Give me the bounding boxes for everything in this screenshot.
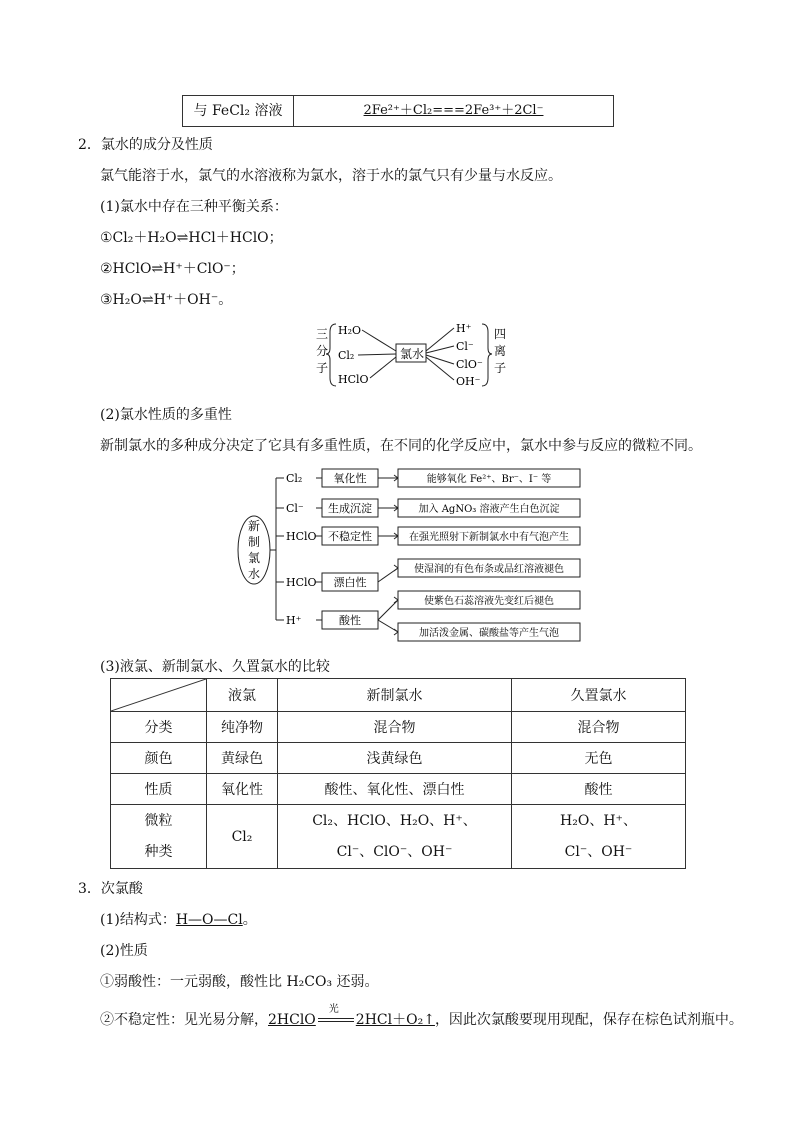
equation-lhs: 2HClO	[268, 1012, 316, 1028]
species-label: HClO	[286, 530, 317, 543]
diagonal-line	[111, 679, 206, 711]
properties-heading: (2)性质	[100, 943, 148, 959]
effect-label: 加活泼金属、碳酸盐等产生气泡	[419, 628, 559, 639]
structure-formula: H—O—Cl	[175, 912, 243, 928]
table-cell-equation: 2Fe²⁺＋Cl₂===2Fe³⁺＋2Cl⁻	[363, 103, 544, 118]
table-row	[111, 805, 686, 869]
table-cell: 酸性、氧化性、漂白性	[278, 774, 512, 805]
ion-h: H⁺	[456, 322, 472, 335]
table-cell: 纯净物	[207, 712, 278, 743]
comparison-heading: (3)液氯、新制氯水、久置氯水的比较	[100, 659, 330, 675]
instability-suffix: ，因此次氯酸要现用现配，保存在棕色试剂瓶中。	[434, 1012, 743, 1028]
effect-label: 能够氧化 Fe²⁺、Br⁻、I⁻ 等	[426, 474, 552, 485]
structure-suffix: 。	[242, 912, 257, 928]
property-rows	[276, 469, 580, 641]
table-cell: 浅黄绿色	[278, 743, 512, 774]
effect-label: 使紫色石蕊溶液先变红后褪色	[424, 596, 554, 607]
table-cell: 混合物	[512, 712, 686, 743]
arrow-head	[394, 597, 398, 603]
table-row	[111, 743, 686, 774]
table-cell	[512, 805, 686, 869]
effect-label: 使湿润的有色布条或品红溶液褪色	[414, 564, 564, 575]
table-cell: 混合物	[278, 712, 512, 743]
table-cell-reactant: 与 FeCl₂ 溶液	[183, 96, 294, 126]
right-label-char-2: 离	[494, 344, 507, 358]
row-label-line: 微粒	[144, 812, 173, 829]
section-2-intro: 氯气能溶于水，氯气的水溶液称为氯水，溶于水的氯气只有少量与水反应。	[100, 168, 562, 184]
row-label: 颜色	[111, 743, 207, 774]
table-corner-cell	[111, 679, 207, 712]
left-label-char-1: 三	[316, 327, 329, 341]
property-label: 生成沉淀	[328, 502, 372, 515]
cell-line: Cl⁻、OH⁻	[564, 843, 633, 860]
molecule-cl2: Cl₂	[338, 349, 355, 362]
effect-label: 在强光照射下新制氯水中有气泡产生	[409, 532, 569, 543]
species-label: H⁺	[286, 614, 302, 627]
table-row	[111, 774, 686, 805]
arrow-head	[394, 565, 398, 571]
section-2-heading: 2．氯水的成分及性质	[78, 137, 213, 153]
equilibria-heading: (1)氯水中存在三种平衡关系：	[100, 199, 288, 215]
instability-line	[100, 1004, 743, 1029]
cell-line: Cl⁻、ClO⁻、OH⁻	[336, 843, 453, 860]
table-cell: 氧化性	[207, 774, 278, 805]
section-3-heading: 3．次氯酸	[78, 881, 143, 897]
table-header: 液氯	[207, 679, 278, 712]
light-condition: 光	[328, 1004, 339, 1015]
table-cell: 无色	[512, 743, 686, 774]
ion-clo: ClO⁻	[456, 358, 483, 371]
connector-line	[426, 357, 454, 380]
row-label-line: 种类	[144, 843, 173, 860]
row-label: 分类	[111, 712, 207, 743]
property-label: 不稳定性	[328, 530, 372, 543]
structure-prefix: (1)结构式：	[100, 912, 176, 928]
ion-cl: Cl⁻	[456, 340, 474, 353]
equation-rhs: 2HCl＋O₂↑	[355, 1012, 435, 1028]
equilibrium-2: ②HClO⇌H⁺＋ClO⁻；	[100, 261, 245, 277]
species-label: Cl₂	[286, 472, 303, 485]
arrow-line	[378, 600, 398, 620]
equilibrium-1: ①Cl₂＋H₂O⇌HCl＋HClO；	[100, 230, 283, 246]
center-label: 氯水	[400, 347, 425, 361]
molecule-h2o: H₂O	[338, 324, 362, 337]
left-label-char-2: 分	[316, 344, 329, 358]
connector-line	[362, 330, 396, 351]
structure-formula-line	[100, 909, 257, 929]
cell-line: H₂O、H⁺、	[560, 812, 637, 829]
chlorine-water-components-diagram	[310, 318, 510, 392]
effect-label: 加入 AgNO₃ 溶液产生白色沉淀	[418, 504, 560, 515]
right-label-char-3: 子	[494, 361, 507, 375]
redox-table-fragment	[182, 95, 614, 127]
center-char-4: 水	[248, 567, 261, 581]
left-label-char-3: 子	[316, 361, 329, 375]
property-label: 氧化性	[333, 472, 367, 485]
table-cell: Cl₂	[207, 805, 278, 869]
center-char-2: 制	[248, 535, 261, 549]
connector-line	[426, 355, 454, 364]
connector-line	[370, 357, 396, 378]
weak-acid-text: ①弱酸性：一元弱酸，酸性比 H₂CO₃ 还弱。	[100, 974, 379, 990]
cell-line: Cl₂、HClO、H₂O、H⁺、	[312, 812, 477, 829]
fresh-chlorine-water-properties-diagram	[236, 462, 586, 646]
table-cell	[278, 805, 512, 869]
multiplicity-text: 新制氯水的多种成分决定了它具有多重性质，在不同的化学反应中，氯水中参与反应的微粒不同。	[100, 438, 702, 454]
center-char-3: 氯	[248, 551, 261, 565]
center-char-1: 新	[248, 519, 261, 533]
property-label: 酸性	[339, 614, 361, 627]
species-label: HClO	[286, 576, 317, 589]
species-label: Cl⁻	[286, 502, 304, 515]
ion-oh: OH⁻	[456, 375, 481, 388]
row-label	[111, 805, 207, 869]
row-label: 性质	[111, 774, 207, 805]
table-cell: 黄绿色	[207, 743, 278, 774]
table-row	[111, 712, 686, 743]
right-brace	[482, 324, 492, 386]
molecule-hclo: HClO	[338, 373, 369, 386]
equals-sign	[318, 1018, 354, 1022]
equilibrium-3: ③H₂O⇌H⁺＋OH⁻。	[100, 292, 233, 308]
chlorine-comparison-table	[110, 678, 686, 869]
table-cell: 酸性	[512, 774, 686, 805]
arrow-head	[394, 629, 398, 635]
property-label: 漂白性	[333, 576, 367, 589]
connector-line	[358, 354, 396, 355]
table-header: 新制氯水	[278, 679, 512, 712]
table-header: 久置氯水	[512, 679, 686, 712]
light-arrow	[316, 1004, 356, 1027]
instability-prefix: ②不稳定性：见光易分解，	[100, 1012, 268, 1028]
multiplicity-heading: (2)氯水性质的多重性	[100, 407, 232, 423]
right-label-char-1: 四	[494, 327, 507, 341]
